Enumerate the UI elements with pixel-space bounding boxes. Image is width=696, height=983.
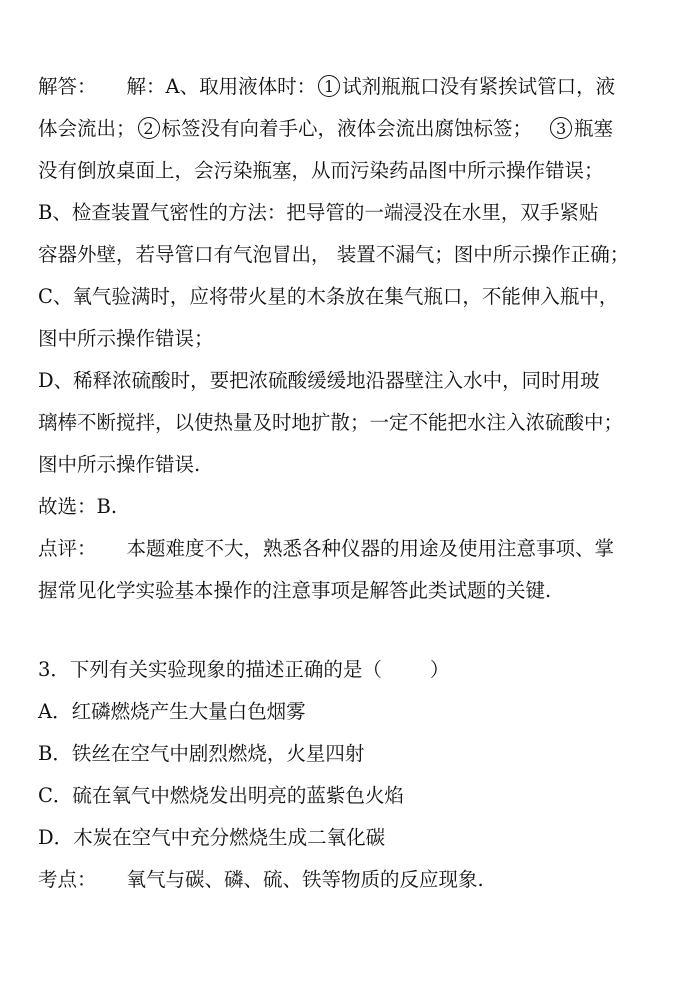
answer-line-5: 容器外壁，若导管口有气泡冒出， 装置不漏气；图中所示操作正确； <box>38 243 630 266</box>
answer-line-9: 璃棒不断搅拌，以使热量及时地扩散；一定不能把水注入浓硫酸中； <box>38 411 624 434</box>
question-3-stem: 3．下列有关实验现象的描述正确的是（ ） <box>38 658 450 681</box>
answer-line-1: 解答： 解：A、取用液体时： 1 试剂瓶瓶口没有紧挨试管口，液 <box>38 75 616 98</box>
circled-number-1: 1 <box>318 75 340 97</box>
question-3-keypoint: 考点： 氧气与碳、磷、硫、铁等物质的反应现象. <box>38 868 484 891</box>
comment-label: 点评： <box>38 537 97 560</box>
answer-line-2: 体会流出； 2 标签没有向着手心，液体会流出腐蚀标签； 3 瓶塞 <box>38 117 614 140</box>
answer-line-7: 图中所示操作错误； <box>38 327 214 350</box>
circled-number-2: 2 <box>138 117 160 139</box>
question-3-option-b: B．铁丝在空气中剧烈燃烧，火星四射 <box>38 742 365 765</box>
answer-line-10: 图中所示操作错误. <box>38 453 201 476</box>
answer-line-3: 没有倒放桌面上，会污染瓶塞，从而污染药品图中所示操作错误； <box>38 159 604 182</box>
comment-line-1: 点评： 本题难度不大，熟悉各种仪器的用途及使用注意事项、掌 <box>38 537 615 560</box>
answer-line-6: C、氧气验满时，应将带火星的木条放在集气瓶口，不能伸入瓶中， <box>38 285 619 308</box>
answer-label: 解答： <box>38 75 97 98</box>
answer-choice: 故选：B. <box>38 495 118 518</box>
answer-line-8: D、稀释浓硫酸时，要把浓硫酸缓缓地沿器壁注入水中，同时用玻 <box>38 369 600 392</box>
keypoint-label: 考点： <box>38 868 97 891</box>
circled-number-3: 3 <box>550 117 572 139</box>
question-3-option-d: D．木炭在空气中充分燃烧生成二氧化碳 <box>38 826 386 849</box>
answer-line-4: B、检查装置气密性的方法：把导管的一端浸没在水里，双手紧贴 <box>38 201 599 224</box>
question-3-option-c: C．硫在氧气中燃烧发出明亮的蓝紫色火焰 <box>38 784 404 807</box>
question-3-option-a: A．红磷燃烧产生大量白色烟雾 <box>38 700 306 723</box>
comment-line-2: 握常见化学实验基本操作的注意事项是解答此类试题的关键. <box>38 579 552 602</box>
